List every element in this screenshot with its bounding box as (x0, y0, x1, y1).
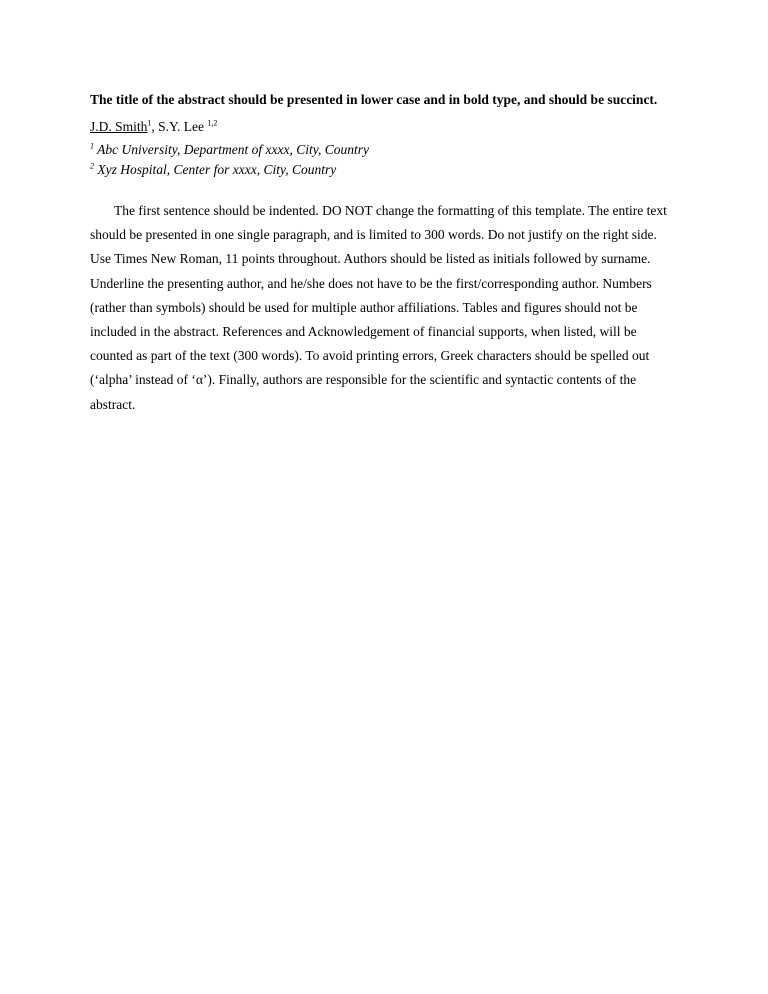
affiliation-line (90, 160, 680, 180)
author-affiliation-mark: 1 (147, 118, 152, 128)
author-separator: , (151, 119, 159, 134)
author-name: S.Y. Lee (158, 119, 208, 134)
abstract-page (90, 88, 680, 417)
affiliation-text: Xyz Hospital, Center for xxxx, City, Country (94, 162, 337, 177)
affiliation-line (90, 140, 680, 160)
abstract-title: The title of the abstract should be presented in lower case and in bold type, and should be succinct. (90, 92, 658, 107)
affiliation-mark: 1 (90, 141, 94, 151)
author-line (90, 117, 680, 137)
author-affiliation-mark: 1,2 (207, 118, 218, 128)
abstract-body: The first sentence should be indented. DO NOT change the formatting of this template. The entire text should be presented in one single paragraph, and is limited to 300 words. Do not justify on the right side. Use Times New Roman, 11 points throughout. Authors should be listed as initials followed by surname. Underline the presenting author, and he/she does not have to be the first/corresponding author. Numbers (rather than symbols) should be used for multiple author affiliations. Tables and figures should not be included in the abstract. References and Acknowledgement of financial supports, when listed, will be counted as part of the text (300 words). To avoid printing errors, Greek characters should be spelled out (‘alpha’ instead of ‘α’). Finally, authors are responsible for the scientific and syntactic contents of the abstract. (90, 203, 667, 412)
affiliation-mark: 2 (90, 161, 94, 171)
presenting-author-name: J.D. Smith (90, 119, 148, 134)
affiliation-text: Abc University, Department of xxxx, City, Country (94, 142, 369, 157)
